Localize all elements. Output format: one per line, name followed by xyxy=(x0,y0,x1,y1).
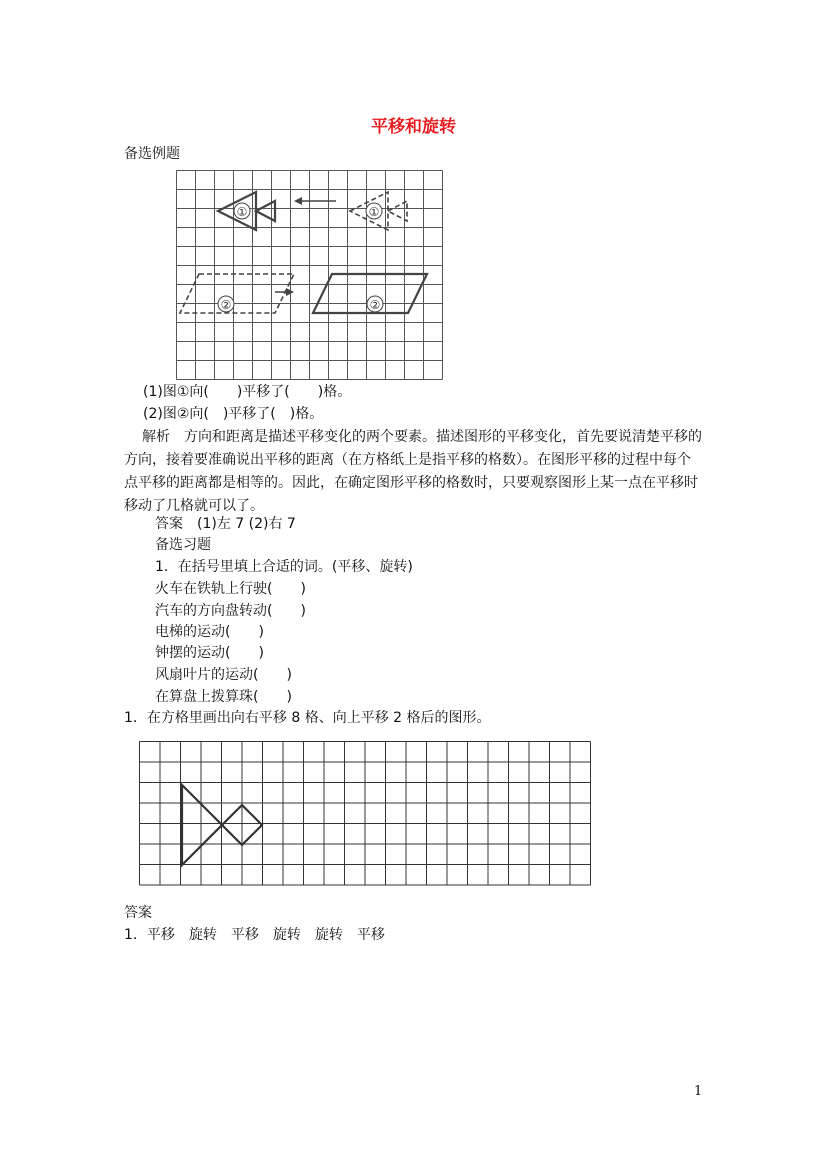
shape-2-solid-label: ② xyxy=(369,298,381,312)
arrow-right-icon xyxy=(275,288,294,296)
exercise-item: 在算盘上拨算珠( ) xyxy=(155,689,292,705)
shape-1-label: ① xyxy=(236,205,248,219)
question-2: (2)图②向( )平移了( )格。 xyxy=(143,406,324,422)
shape-2-label: ② xyxy=(220,298,232,312)
exercise-item: 风扇叶片的运动( ) xyxy=(155,667,292,683)
exercise-item: 钟摆的运动( ) xyxy=(155,645,264,661)
shape-2-dashed xyxy=(180,274,294,313)
exercise-heading: 备选习题 xyxy=(155,537,211,553)
analysis-paragraph: 解析 方向和距离是描述平移变化的两个要素。描述图形的平移变化，首先要说清楚平移的方向，接着要准确说出平移的距离（在方格纸上是指平移的格数）。在图形平移的过程中每个点平移的距离都是相等的。因此，在确定图形平移的格数时，只要观察图形上某一点在平移时移动了几格就可以了。 xyxy=(124,429,702,514)
exercise-2-prompt: 1．在方格里画出向右平移 8 格、向上平移 2 格后的图形。 xyxy=(124,710,491,726)
question-1: (1)图①向( )平移了( )格。 xyxy=(143,384,352,400)
exercise-item: 电梯的运动( ) xyxy=(155,624,264,640)
arrow-left-icon xyxy=(294,197,336,205)
example-heading: 备选例题 xyxy=(124,146,180,162)
answers-line: 1．平移 旋转 平移 旋转 旋转 平移 xyxy=(124,927,385,943)
shape-1-dashed-label: ① xyxy=(368,205,380,219)
exercise-item: 火车在铁轨上行驶( ) xyxy=(155,581,306,597)
drawing-grid-figure xyxy=(139,741,591,893)
example-answer: 答案 (1)左 7 (2)右 7 xyxy=(155,516,296,532)
page-title: 平移和旋转 xyxy=(371,117,456,137)
exercise-item: 汽车的方向盘转动( ) xyxy=(155,603,306,619)
exercise-1-prompt: 1．在括号里填上合适的词。(平移、旋转) xyxy=(155,559,413,575)
page-number: 1 xyxy=(694,1084,703,1099)
translation-grid-figure xyxy=(176,170,444,380)
answers-heading: 答案 xyxy=(124,905,152,921)
